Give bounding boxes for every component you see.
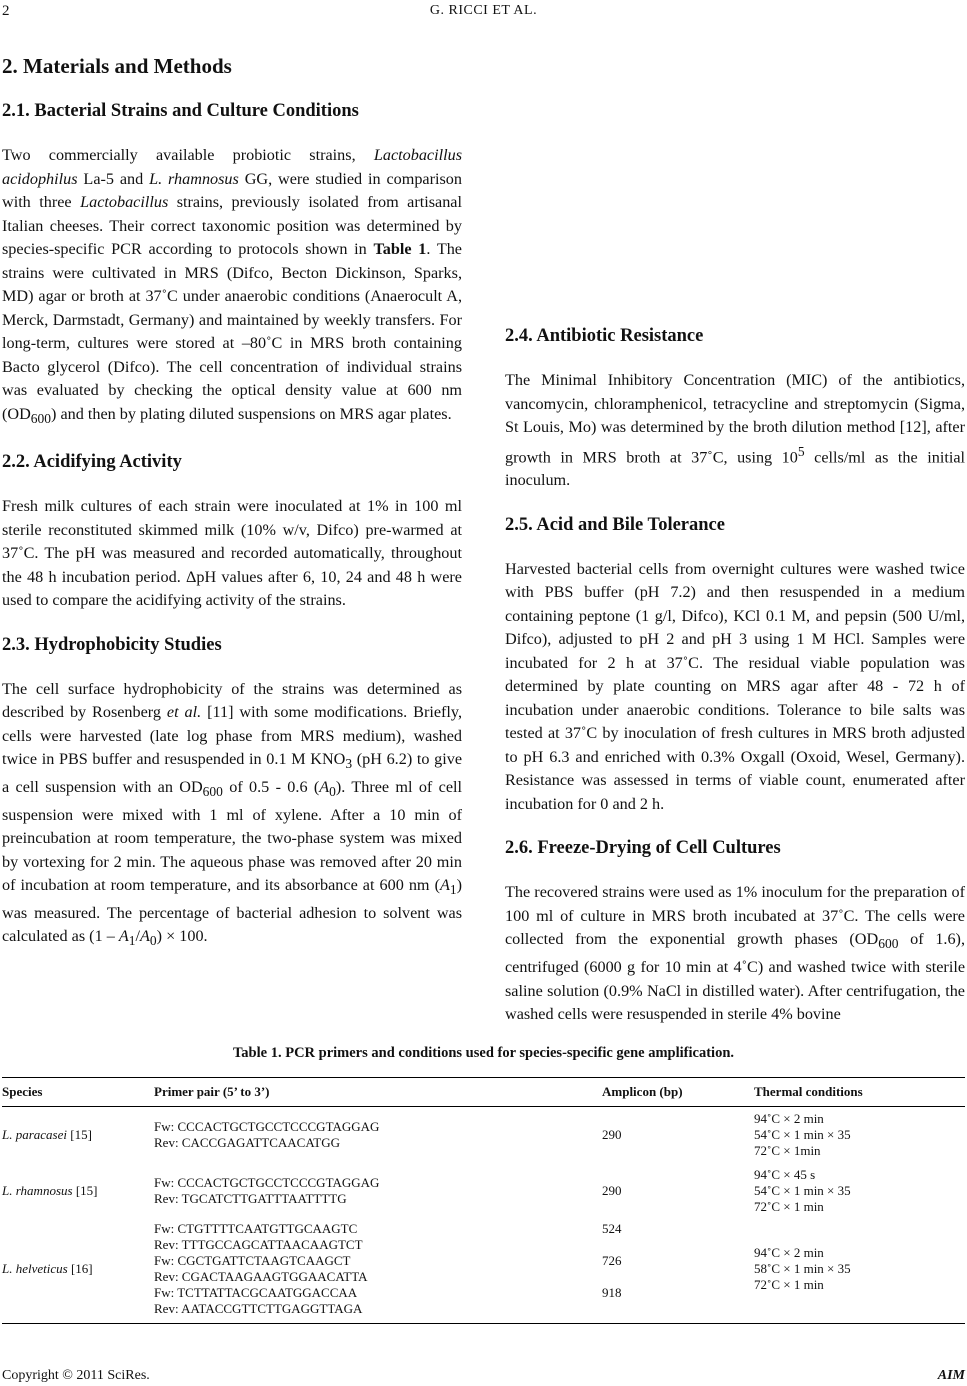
- table-header-cell: Primer pair (5’ to 3’): [154, 1078, 602, 1107]
- right-column: [505, 50, 965, 1049]
- primer-cell: Fw: CTGTTTTCAATGTTGCAAGTC Rev: TTTGCCAGCATTAACAAGTCT Fw: CGCTGATTCTAAGTCAAGCT Rev: CGACTAAGAAGTGGAACATTA Fw: TCTTATTACGCAATGGACCAA Rev: AATACCGTTCTTGAGGTTAGA: [154, 1219, 602, 1324]
- section-2-1-text: Two commercially available probiotic strains, Lactobacillus acidophilus La-5 and L. rhamnosus GG, were studied in comparison with three Lactobacillus strains, previously isolated from artisanal Italian cheeses. Their correct taxonomic position was determined by species-specific PCR according to protocols shown in Table 1. The strains were cultivated in MRS (Difco, Becton Dickinson, Sparks, MD) agar or broth at 37˚C under anaerobic conditions (Anaerocult A, Merck, Darmstadt, Germany) and maintained by weekly transfers. For long-term, cultures were stored at –80˚C in MRS broth containing Bacto glycerol (Difco). The cell concentration of individual strains was evaluated by checking the optical density value at 600 nm $(OD_{600})$ and then by plating diluted suspensions on MRS agar plates.: [2, 146, 462, 426]
- amplicon-cell: 290: [602, 1126, 622, 1142]
- section-2-6-title: 2.6. Freeze-Drying of Cell Cultures: [505, 838, 781, 859]
- thermal-cell: 94˚C × 2 min 54˚C × 1 min × 35 72˚C × 1min: [754, 1110, 851, 1158]
- section-2-2-text: Fresh milk cultures of each strain were inoculated at 1% in 100 ml sterile reconstituted skimmed milk (10% w/v, Difco) pre-warmed at 37˚C. The pH was measured and recorded automatically, throughout the 48 h incubation period. ΔpH values after 6, 10, 24 and 48 h were used to compare the acidifying activity of the strains.: [2, 497, 462, 610]
- copyright-notice: Copyright © 2011 SciRes.: [2, 1368, 150, 1383]
- thermal-cell: 94˚C × 45 s 54˚C × 1 min × 35 72˚C × 1 min: [754, 1166, 851, 1214]
- section-2-5-text: Harvested bacterial cells from overnight cultures were washed twice with PBS buffer (pH 7.2) and then resuspended in a medium containing peptone (1 g/l, Difco), KCl 0.1 M, and pepsin (500 U/ml, Difco), adjusted to pH 2 and pH 3 using 1 M HCl. Samples were incubated for 2 h at 37˚C. The residual viable population was determined by plate counting on MRS agar after 48 - 72 h of incubation under anaerobic conditions. Tolerance to bile salts was tested at 37˚C by inoculation of fresh cultures in MRS broth adjusted to pH 6.3 and enriched with 0.3% Oxgall (Oxoid, Wesel, Germany). Resistance was assessed in terms of viable count, enumerated after incubation for 0 and 2 h.: [505, 559, 965, 813]
- table-1-caption: Table 1. PCR primers and conditions used for species-specific gene amplification.: [232, 1045, 735, 1061]
- amplicon-cell: 290: [602, 1182, 622, 1198]
- table-row: [2, 1163, 965, 1219]
- table-row: [2, 1107, 965, 1163]
- table-row: [2, 1219, 965, 1324]
- left-column: [2, 48, 462, 975]
- table-header-cell: Thermal conditions: [754, 1078, 965, 1107]
- main-heading: 2. Materials and Methods: [2, 54, 232, 78]
- section-2-2-title: 2.2. Acidifying Activity: [2, 452, 182, 473]
- primer-cell: Fw: CCCACTGCTGCCTCCCGTAGGAG Rev: CACCGAGATTCAACATGG: [154, 1118, 380, 1150]
- species-cell: L. paracasei [15]: [2, 1126, 92, 1142]
- section-2-3-title: 2.3. Hydrophobicity Studies: [2, 634, 222, 655]
- section-2-4-text: The Minimal Inhibitory Concentration (MIC) of the antibiotics, vancomycin, chloramphenicol, tetracycline and streptomycin (Sigma, St Louis, Mo) was determined by the broth dilution method [12], after growth in MRS broth at 37˚C, using $10^5$ cells/ml as the initial inoculum.: [505, 371, 966, 490]
- running-header: G. RICCI ET AL.: [429, 3, 538, 18]
- table-1: [2, 1077, 965, 1324]
- section-2-1-title: 2.1. Bacterial Strains and Culture Conditions: [2, 101, 359, 121]
- page-number: 2: [2, 3, 10, 19]
- journal-name: AIM: [937, 1368, 965, 1383]
- primer-cell: Fw: CCCACTGCTGCCTCCCGTAGGAG Rev: TGCATCTTGATTTAATTTTG: [154, 1174, 380, 1206]
- species-cell: L. helveticus [16]: [2, 1219, 154, 1324]
- section-2-4-title: 2.4. Antibiotic Resistance: [505, 326, 704, 346]
- table-header-cell: Species: [2, 1078, 154, 1107]
- table-header-row: [2, 1078, 965, 1107]
- section-2-6-text: The recovered strains were used as 1% inoculum for the preparation of 100 ml of culture in MRS broth incubated at 37˚C. The cells were collected from the exponential growth phases ($OD_{600}$ of 1.6), centrifuged (6000 g for 10 min at 4˚C) and washed twice with sterile saline solution (0.9% NaCl in distilled water). After centrifugation, the washed cells were resuspended in sterile 4% bovine: [505, 883, 965, 1024]
- species-cell: L. rhamnosus [15]: [2, 1182, 98, 1198]
- amplicon-cell: 524 726 918: [602, 1219, 754, 1324]
- section-2-3-text: The cell surface hydrophobicity of the strains was determined as described by Rosenberg et al. [11] with some modifications. Briefly, cells were harvested (late log phase from MRS medium), washed twice in PBS buffer and resuspended in 0.1 M $KNO_3$ (pH 6.2) to give a cell suspension with an $OD_{600}$ of 0.5 - 0.6 $(A_0)$. Three ml of cell suspension were mixed with 1 ml of xylene. After a 10 min of preincubation at room temperature, the two-phase system was mixed by vortexing for 2 min. The aqueous phase was removed after 20 min of incubation at room temperature, and its absorbance at 600 nm $(A_1)$ was measured. The percentage of bacterial adhesion to solvent was calculated as $(1 - A_1/A_0) \times 100$.: [2, 679, 463, 949]
- thermal-cell: 94˚C × 2 min 58˚C × 1 min × 35 72˚C × 1 min: [754, 1219, 965, 1324]
- table-header-cell: Amplicon (bp): [602, 1078, 754, 1107]
- section-2-5-title: 2.5. Acid and Bile Tolerance: [505, 514, 725, 535]
